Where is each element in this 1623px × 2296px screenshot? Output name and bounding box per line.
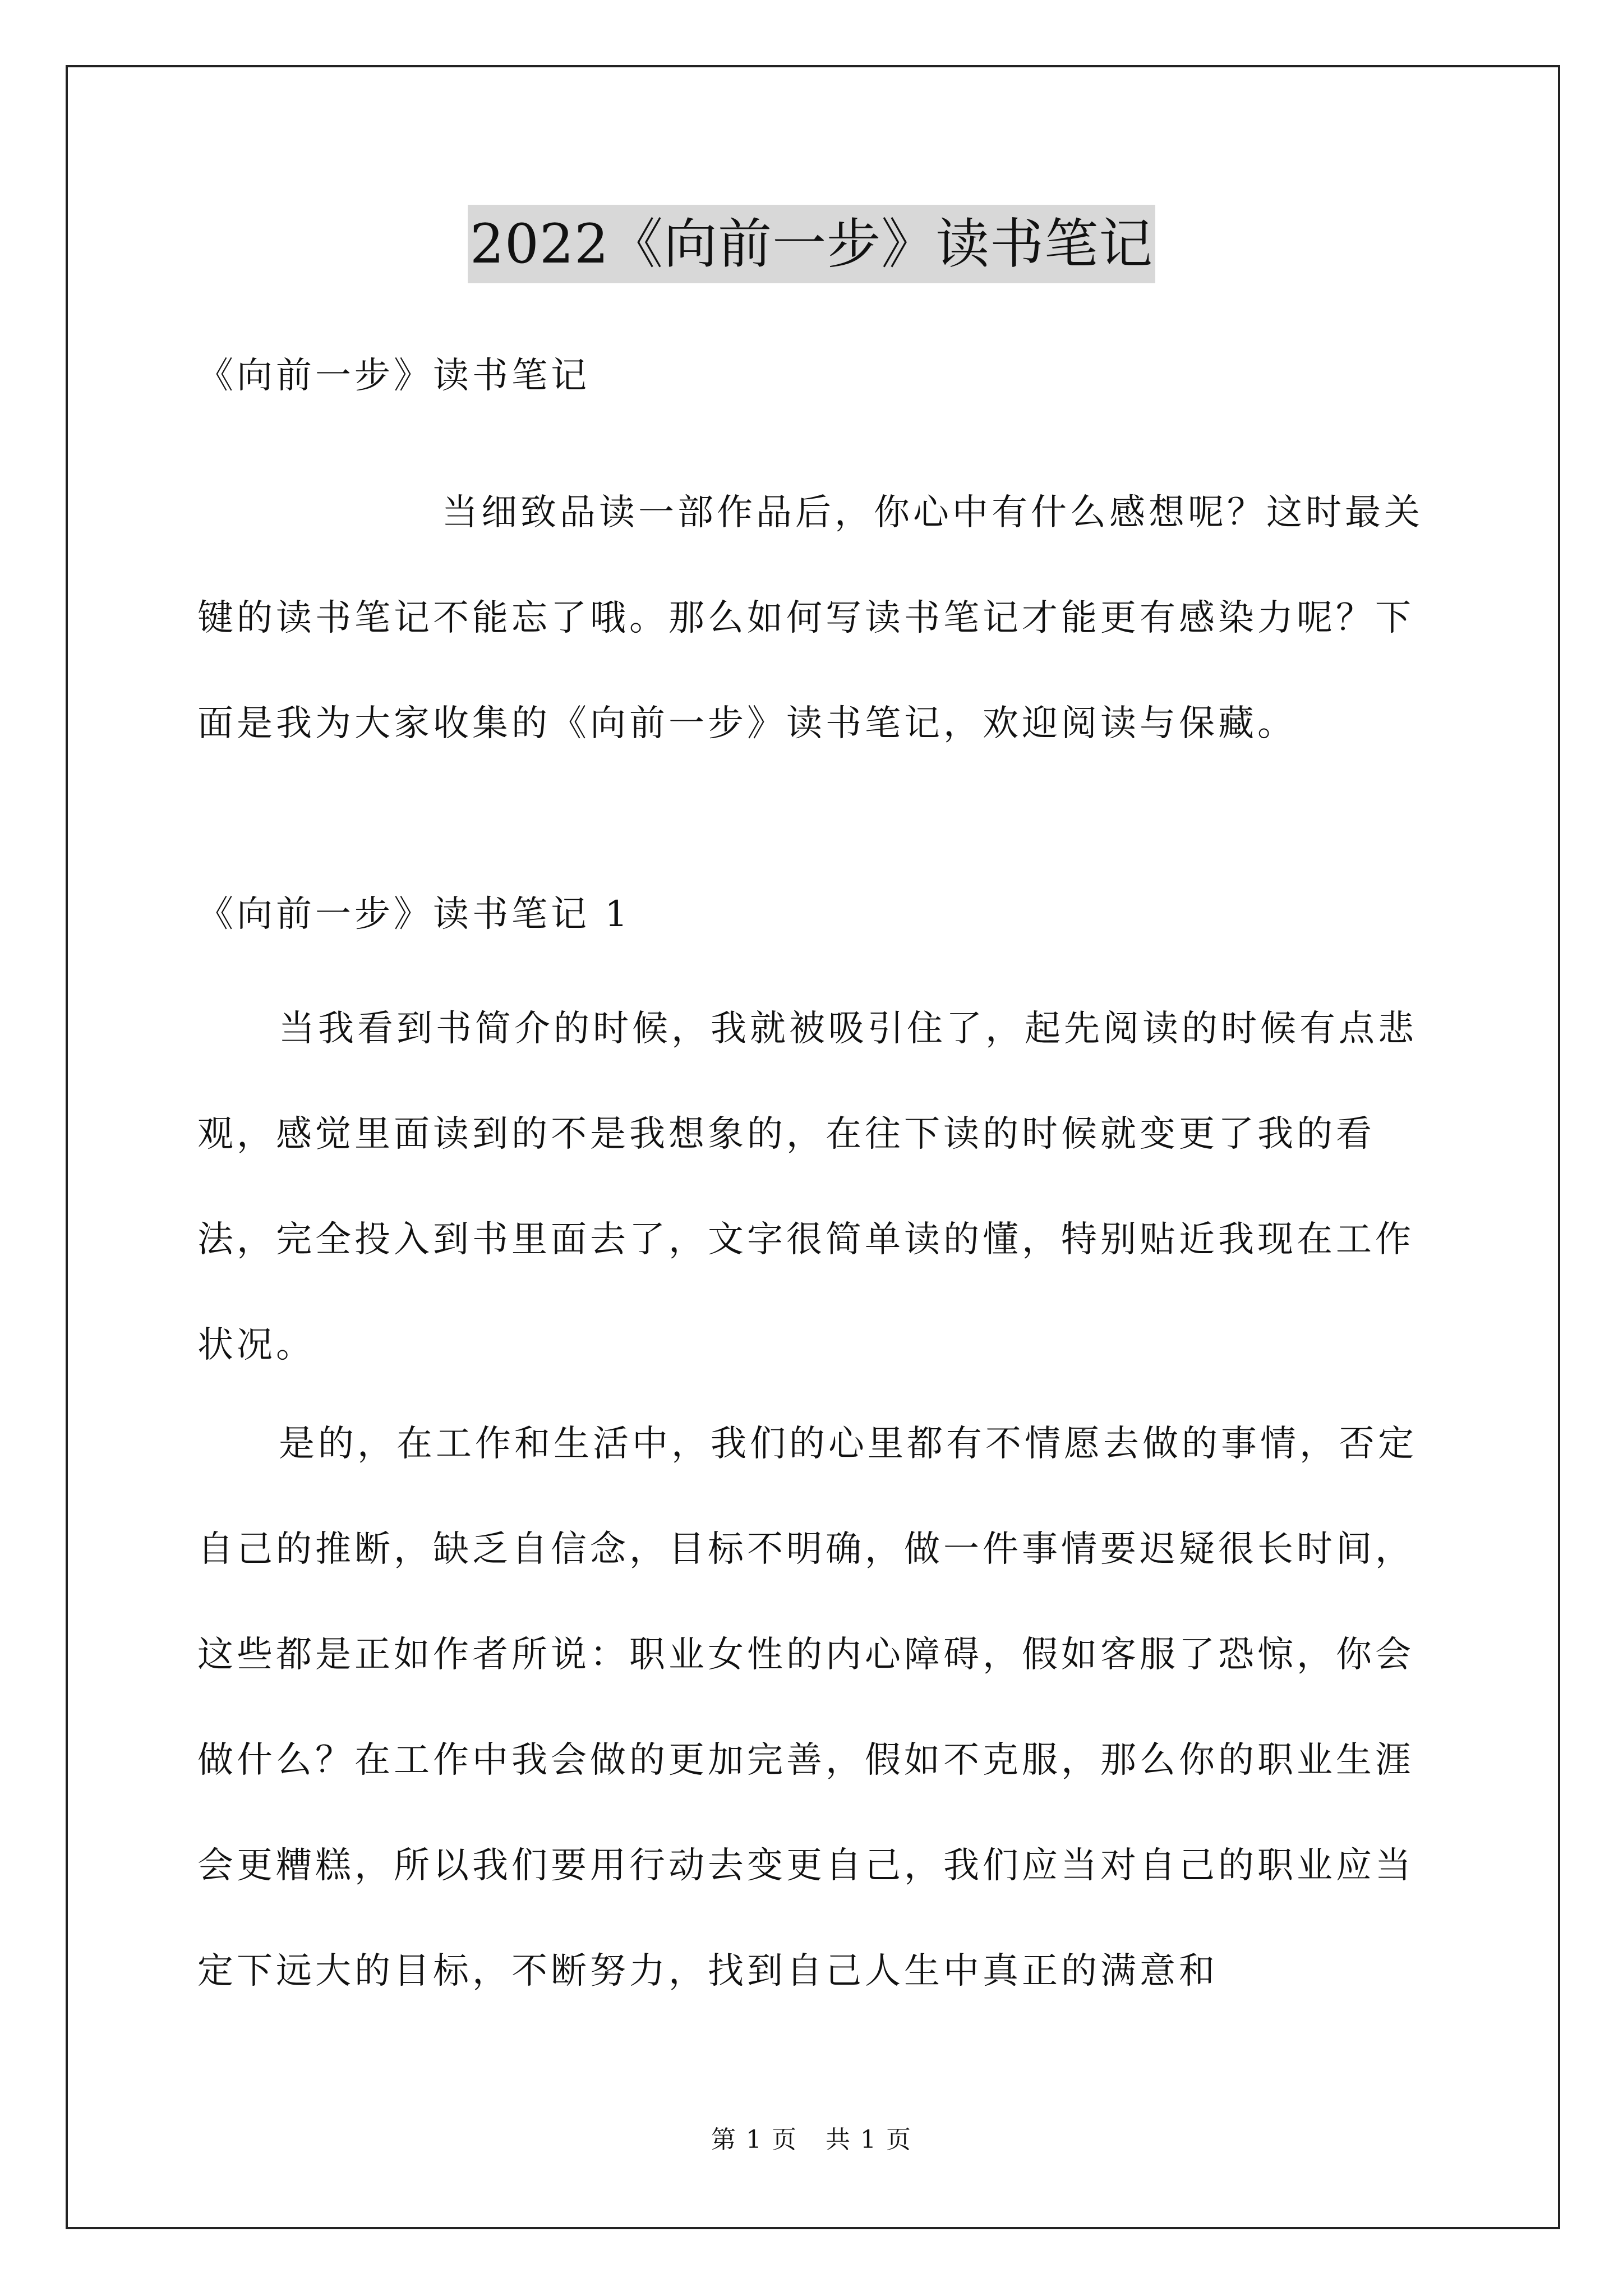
paragraph-text: 是的，在工作和生活中，我们的心里都有不情愿去做的事情，否定自己的推断，缺乏自信念，目标不明确，做一件事情要迟疑很长时间，这些都是正如作者所说：职业女性的内心障碍，假如客服了恐惊，你会做什么？在工作中我会做的更加完善，假如不克服，那么你的职业生涯会更糟糕，所以我们要用行动去变更自己，我们应当对自己的职业应当定下远大的目标，不断努力，找到自己人生中真正的满意和 xyxy=(197,1423,1417,1992)
section-heading xyxy=(197,886,1431,942)
page-footer xyxy=(0,2123,1623,2157)
subtitle-text: 《向前一步》读书笔记 xyxy=(197,355,590,397)
paragraph-text: 当我看到书简介的时候，我就被吸引住了，起先阅读的时候有点悲观，感觉里面读到的不是我想象的，在往下读的时候就变更了我的看法，完全投入到书里面去了，文字很简单读的懂，特别贴近我现在工作状况。 xyxy=(197,1008,1417,1366)
page-number: 第 1 页 xyxy=(711,2125,797,2154)
intro-paragraph xyxy=(197,460,1431,776)
page-total: 共 1 页 xyxy=(826,2125,912,2154)
body-paragraph xyxy=(197,976,1431,1398)
section-heading-text: 《向前一步》读书笔记 1 xyxy=(197,894,631,935)
document-title: 2022《向前一步》读书笔记 xyxy=(468,205,1155,283)
document-subtitle xyxy=(197,348,1431,404)
intro-text: 当细致品读一部作品后，你心中有什么感想呢？这时最关键的读书笔记不能忘了哦。那么如何写读书笔记才能更有感染力呢？下面是我为大家收集的《向前一步》读书笔记，欢迎阅读与保藏。 xyxy=(197,492,1423,744)
title-container xyxy=(0,205,1623,283)
body-paragraph xyxy=(197,1391,1431,2024)
